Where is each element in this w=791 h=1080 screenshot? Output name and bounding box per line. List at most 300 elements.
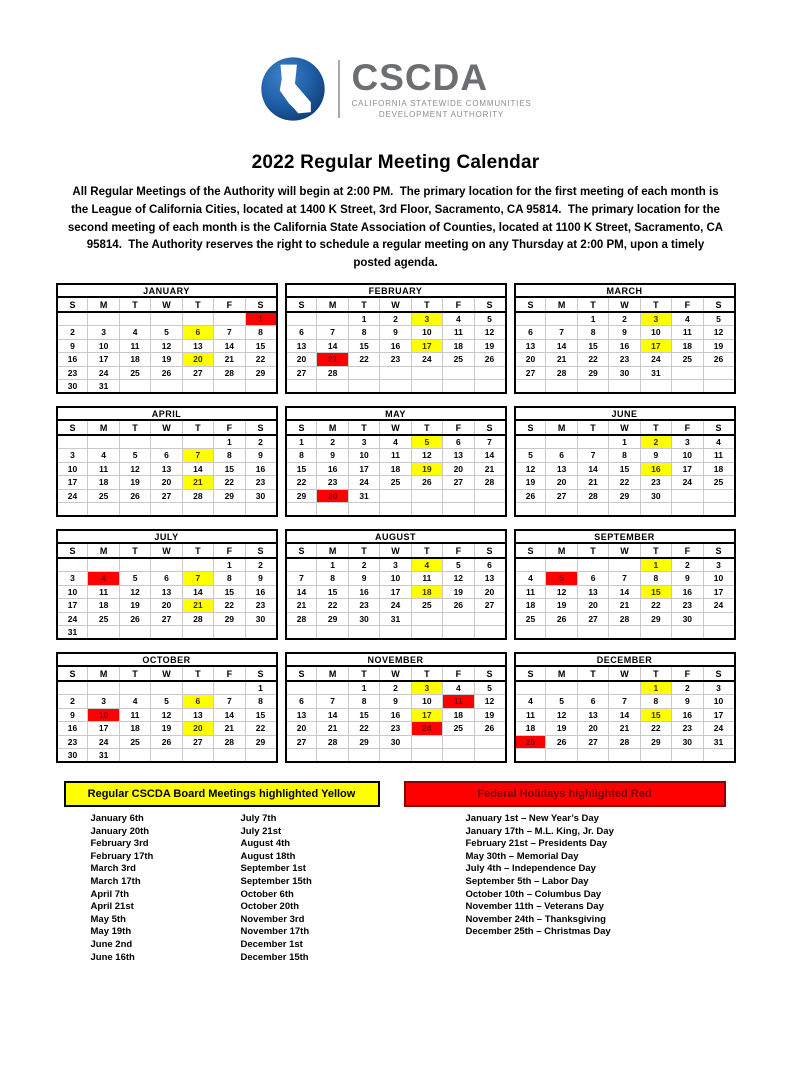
empty-day-cell <box>286 626 317 640</box>
day-of-week-header: T <box>411 420 442 435</box>
day-of-week-header: T <box>577 297 608 312</box>
day-cell: 24 <box>88 366 119 380</box>
day-cell: 28 <box>317 735 348 749</box>
day-of-week-header: T <box>577 543 608 558</box>
empty-day-cell <box>348 503 379 517</box>
day-cell: 30 <box>57 749 88 763</box>
day-cell: 29 <box>286 489 317 503</box>
day-cell: 6 <box>515 326 546 340</box>
day-cell: 18 <box>119 722 150 736</box>
day-cell: 12 <box>151 708 182 722</box>
meeting-date-item: December 1st <box>240 939 303 950</box>
empty-day-cell <box>57 435 88 449</box>
day-of-week-header: S <box>286 297 317 312</box>
day-cell: 28 <box>546 366 577 380</box>
day-cell: 5 <box>151 695 182 709</box>
day-cell: 4 <box>119 326 150 340</box>
day-cell: 26 <box>443 599 474 613</box>
day-cell: 26 <box>474 353 505 367</box>
day-cell: 20 <box>515 353 546 367</box>
day-cell: 2 <box>672 558 703 572</box>
empty-day-cell <box>443 380 474 394</box>
day-cell: 31 <box>380 612 411 626</box>
day-of-week-header: S <box>286 420 317 435</box>
meeting-day-cell: 1 <box>640 558 671 572</box>
day-cell: 11 <box>119 708 150 722</box>
day-cell: 14 <box>474 449 505 463</box>
empty-day-cell <box>88 681 119 695</box>
day-cell: 3 <box>672 435 703 449</box>
empty-day-cell <box>474 612 505 626</box>
day-cell: 19 <box>474 708 505 722</box>
day-of-week-header: S <box>515 666 546 681</box>
day-of-week-header: F <box>214 420 245 435</box>
day-of-week-header: M <box>317 666 348 681</box>
empty-day-cell <box>672 380 703 394</box>
day-cell: 2 <box>380 681 411 695</box>
bottom-lists <box>56 813 736 964</box>
empty-day-cell <box>119 435 150 449</box>
day-cell: 21 <box>609 599 640 613</box>
meeting-day-cell: 20 <box>182 722 213 736</box>
empty-day-cell <box>546 380 577 394</box>
day-cell: 27 <box>577 612 608 626</box>
day-of-week-header: F <box>214 297 245 312</box>
day-cell: 20 <box>151 599 182 613</box>
day-cell: 12 <box>546 708 577 722</box>
day-cell: 22 <box>640 722 671 736</box>
day-cell: 9 <box>317 449 348 463</box>
day-cell: 20 <box>286 353 317 367</box>
day-cell: 28 <box>317 366 348 380</box>
month-calendar-march <box>514 283 736 394</box>
day-of-week-header: M <box>88 543 119 558</box>
day-cell: 1 <box>609 435 640 449</box>
empty-day-cell <box>119 503 150 517</box>
day-of-week-header: S <box>245 297 276 312</box>
day-cell: 26 <box>151 366 182 380</box>
meeting-day-cell: 17 <box>640 339 671 353</box>
empty-day-cell <box>546 503 577 517</box>
day-cell: 8 <box>348 326 379 340</box>
day-cell: 9 <box>245 572 276 586</box>
day-cell: 28 <box>214 366 245 380</box>
day-cell: 5 <box>119 572 150 586</box>
day-cell: 2 <box>380 312 411 326</box>
day-cell: 8 <box>245 695 276 709</box>
day-of-week-header: W <box>151 420 182 435</box>
empty-day-cell <box>703 612 734 626</box>
day-cell: 24 <box>348 476 379 490</box>
day-cell: 17 <box>88 722 119 736</box>
day-of-week-header: S <box>57 543 88 558</box>
empty-day-cell <box>515 435 546 449</box>
empty-day-cell <box>515 380 546 394</box>
empty-day-cell <box>546 312 577 326</box>
day-of-week-header: S <box>515 543 546 558</box>
empty-day-cell <box>411 626 442 640</box>
day-cell: 19 <box>151 353 182 367</box>
empty-day-cell <box>609 503 640 517</box>
day-cell: 3 <box>380 558 411 572</box>
day-cell: 15 <box>348 708 379 722</box>
day-cell: 10 <box>380 572 411 586</box>
day-cell: 22 <box>577 353 608 367</box>
holiday-day-cell: 10 <box>88 708 119 722</box>
day-cell: 29 <box>577 366 608 380</box>
day-cell: 15 <box>214 585 245 599</box>
day-cell: 28 <box>286 612 317 626</box>
day-cell: 7 <box>286 572 317 586</box>
empty-day-cell <box>119 380 150 394</box>
day-cell: 6 <box>151 572 182 586</box>
day-cell: 11 <box>411 572 442 586</box>
meeting-date-item: October 6th <box>240 888 294 900</box>
empty-day-cell <box>443 366 474 380</box>
day-cell: 5 <box>515 449 546 463</box>
day-cell: 20 <box>474 585 505 599</box>
empty-day-cell <box>182 558 213 572</box>
day-cell: 16 <box>672 708 703 722</box>
empty-day-cell <box>151 503 182 517</box>
day-cell: 31 <box>703 735 734 749</box>
day-of-week-header: S <box>515 420 546 435</box>
day-cell: 13 <box>546 462 577 476</box>
day-cell: 16 <box>57 722 88 736</box>
day-cell: 23 <box>57 735 88 749</box>
day-cell: 13 <box>182 339 213 353</box>
day-cell: 29 <box>640 735 671 749</box>
day-cell: 4 <box>88 449 119 463</box>
day-cell: 1 <box>317 558 348 572</box>
day-cell: 13 <box>515 339 546 353</box>
day-of-week-header: F <box>443 543 474 558</box>
day-cell: 22 <box>286 476 317 490</box>
day-cell: 23 <box>245 476 276 490</box>
meeting-date-item: August 18th <box>240 850 296 862</box>
meeting-day-cell: 3 <box>411 312 442 326</box>
day-cell: 21 <box>286 599 317 613</box>
day-cell: 1 <box>286 435 317 449</box>
day-of-week-header: W <box>380 666 411 681</box>
day-of-week-header: S <box>245 666 276 681</box>
empty-day-cell <box>214 380 245 394</box>
holiday-day-cell: 30 <box>317 489 348 503</box>
day-of-week-header: M <box>317 420 348 435</box>
empty-day-cell <box>317 503 348 517</box>
empty-day-cell <box>474 489 505 503</box>
empty-day-cell <box>577 435 608 449</box>
empty-day-cell <box>182 626 213 640</box>
empty-day-cell <box>411 489 442 503</box>
day-cell: 18 <box>515 599 546 613</box>
day-cell: 29 <box>214 612 245 626</box>
empty-day-cell <box>317 749 348 763</box>
empty-day-cell <box>411 366 442 380</box>
day-cell: 13 <box>286 708 317 722</box>
day-cell: 23 <box>672 599 703 613</box>
day-of-week-header: W <box>380 297 411 312</box>
empty-day-cell <box>703 749 734 763</box>
day-cell: 16 <box>57 353 88 367</box>
day-cell: 30 <box>57 380 88 394</box>
day-cell: 22 <box>245 353 276 367</box>
day-cell: 22 <box>609 476 640 490</box>
empty-day-cell <box>317 380 348 394</box>
meeting-date-item: November 17th <box>240 926 310 938</box>
day-cell: 9 <box>348 572 379 586</box>
day-cell: 23 <box>640 476 671 490</box>
day-cell: 30 <box>380 735 411 749</box>
month-title: DECEMBER <box>515 653 735 666</box>
empty-day-cell <box>88 558 119 572</box>
day-cell: 19 <box>151 722 182 736</box>
legend-row <box>56 781 736 807</box>
day-cell: 25 <box>88 489 119 503</box>
day-cell: 8 <box>286 449 317 463</box>
empty-day-cell <box>411 749 442 763</box>
empty-day-cell <box>474 749 505 763</box>
meeting-date-item: April 21st <box>90 901 134 913</box>
day-of-week-header: M <box>546 666 577 681</box>
day-cell: 18 <box>380 462 411 476</box>
day-cell: 6 <box>474 558 505 572</box>
empty-day-cell <box>546 749 577 763</box>
day-cell: 6 <box>577 695 608 709</box>
day-of-week-header: S <box>474 420 505 435</box>
day-cell: 30 <box>348 612 379 626</box>
day-of-week-header: S <box>703 543 734 558</box>
day-cell: 17 <box>380 585 411 599</box>
day-cell: 10 <box>57 462 88 476</box>
day-cell: 12 <box>119 462 150 476</box>
empty-day-cell <box>286 380 317 394</box>
empty-day-cell <box>380 489 411 503</box>
empty-day-cell <box>443 489 474 503</box>
empty-day-cell <box>577 503 608 517</box>
day-cell: 14 <box>317 339 348 353</box>
day-cell: 2 <box>317 435 348 449</box>
day-cell: 29 <box>245 735 276 749</box>
day-cell: 16 <box>672 585 703 599</box>
empty-day-cell <box>640 626 671 640</box>
meeting-date-item: June 2nd <box>90 939 133 950</box>
day-of-week-header: T <box>182 543 213 558</box>
month-calendar-june <box>514 406 736 517</box>
day-cell: 10 <box>703 572 734 586</box>
day-of-week-header: F <box>672 420 703 435</box>
day-of-week-header: T <box>348 666 379 681</box>
day-cell: 16 <box>380 339 411 353</box>
day-cell: 22 <box>348 722 379 736</box>
day-cell: 8 <box>640 572 671 586</box>
holiday-item: July 4th – Independence Day <box>465 863 596 875</box>
day-cell: 9 <box>245 449 276 463</box>
day-cell: 15 <box>214 462 245 476</box>
day-cell: 25 <box>443 722 474 736</box>
meeting-date-item: January 6th <box>90 813 144 825</box>
day-cell: 23 <box>57 366 88 380</box>
month-title: OCTOBER <box>57 653 277 666</box>
logo-divider <box>338 60 340 118</box>
day-of-week-header: F <box>672 666 703 681</box>
month-title: FEBRUARY <box>286 284 506 297</box>
empty-day-cell <box>703 366 734 380</box>
meeting-date-item: December 15th <box>240 951 309 963</box>
day-cell: 11 <box>515 708 546 722</box>
empty-day-cell <box>474 503 505 517</box>
empty-day-cell <box>443 503 474 517</box>
holiday-day-cell: 21 <box>317 353 348 367</box>
day-of-week-header: T <box>182 297 213 312</box>
empty-day-cell <box>286 503 317 517</box>
day-cell: 11 <box>672 326 703 340</box>
holiday-day-cell: 11 <box>443 695 474 709</box>
holiday-day-cell: 24 <box>411 722 442 736</box>
month-calendar-august <box>285 529 507 640</box>
day-cell: 5 <box>151 326 182 340</box>
day-of-week-header: S <box>474 666 505 681</box>
day-cell: 2 <box>672 681 703 695</box>
day-of-week-header: T <box>640 297 671 312</box>
day-cell: 9 <box>609 326 640 340</box>
day-cell: 9 <box>57 708 88 722</box>
empty-day-cell <box>88 503 119 517</box>
day-of-week-header: T <box>577 420 608 435</box>
meeting-date-item: May 5th <box>90 913 126 925</box>
empty-day-cell <box>151 681 182 695</box>
day-cell: 16 <box>348 585 379 599</box>
day-of-week-header: T <box>119 297 150 312</box>
day-of-week-header: W <box>151 543 182 558</box>
meeting-day-cell: 7 <box>182 572 213 586</box>
day-cell: 23 <box>380 353 411 367</box>
empty-day-cell <box>348 626 379 640</box>
day-of-week-header: S <box>474 297 505 312</box>
day-of-week-header: S <box>57 420 88 435</box>
day-cell: 20 <box>577 599 608 613</box>
day-cell: 13 <box>151 585 182 599</box>
day-of-week-header: S <box>703 666 734 681</box>
day-cell: 16 <box>245 585 276 599</box>
day-cell: 14 <box>609 585 640 599</box>
month-calendar-april <box>56 406 278 517</box>
day-cell: 13 <box>286 339 317 353</box>
holiday-item: May 30th – Memorial Day <box>465 850 579 862</box>
day-cell: 30 <box>672 735 703 749</box>
empty-day-cell <box>640 749 671 763</box>
day-cell: 18 <box>515 722 546 736</box>
day-cell: 21 <box>214 722 245 736</box>
day-of-week-header: T <box>119 543 150 558</box>
holiday-item: January 17th – M.L. King, Jr. Day <box>465 825 614 837</box>
meeting-date-item: July 21st <box>240 825 282 837</box>
holidays-list <box>466 813 726 964</box>
meeting-date-item: October 20th <box>240 901 300 913</box>
day-cell: 18 <box>672 339 703 353</box>
day-cell: 11 <box>88 462 119 476</box>
day-cell: 23 <box>245 599 276 613</box>
holiday-item: October 10th – Columbus Day <box>465 888 602 900</box>
day-cell: 26 <box>546 735 577 749</box>
day-cell: 25 <box>672 353 703 367</box>
empty-day-cell <box>57 558 88 572</box>
logo-subtitle-line1: CALIFORNIA STATEWIDE COMMUNITIES <box>351 99 532 109</box>
day-cell: 1 <box>577 312 608 326</box>
empty-day-cell <box>317 681 348 695</box>
empty-day-cell <box>119 626 150 640</box>
day-cell: 29 <box>245 366 276 380</box>
empty-day-cell <box>88 312 119 326</box>
day-cell: 13 <box>151 462 182 476</box>
empty-day-cell <box>151 626 182 640</box>
empty-day-cell <box>577 626 608 640</box>
day-cell: 15 <box>245 339 276 353</box>
meeting-day-cell: 21 <box>182 599 213 613</box>
day-cell: 5 <box>474 681 505 695</box>
empty-day-cell <box>672 503 703 517</box>
empty-day-cell <box>88 626 119 640</box>
day-of-week-header: T <box>182 666 213 681</box>
day-of-week-header: S <box>286 666 317 681</box>
meeting-date-item: August 4th <box>240 838 291 850</box>
day-cell: 1 <box>214 435 245 449</box>
empty-day-cell <box>443 749 474 763</box>
day-of-week-header: F <box>672 543 703 558</box>
day-cell: 28 <box>182 489 213 503</box>
meeting-date-item: June 16th <box>90 951 135 963</box>
day-cell: 13 <box>474 572 505 586</box>
day-cell: 24 <box>703 722 734 736</box>
day-cell: 2 <box>245 558 276 572</box>
day-of-week-header: S <box>515 297 546 312</box>
day-cell: 12 <box>443 572 474 586</box>
empty-day-cell <box>214 626 245 640</box>
empty-day-cell <box>214 312 245 326</box>
day-cell: 16 <box>317 462 348 476</box>
empty-day-cell <box>474 366 505 380</box>
month-title: MARCH <box>515 284 735 297</box>
month-calendar-october <box>56 652 278 763</box>
empty-day-cell <box>182 380 213 394</box>
empty-day-cell <box>515 503 546 517</box>
meeting-day-cell: 15 <box>640 585 671 599</box>
day-cell: 25 <box>380 476 411 490</box>
empty-day-cell <box>380 380 411 394</box>
day-cell: 14 <box>546 339 577 353</box>
day-cell: 12 <box>411 449 442 463</box>
meeting-date-item: April 7th <box>90 888 130 900</box>
day-cell: 9 <box>672 572 703 586</box>
day-cell: 9 <box>380 326 411 340</box>
day-cell: 14 <box>609 708 640 722</box>
meeting-date-item: January 20th <box>90 825 150 837</box>
day-cell: 8 <box>214 449 245 463</box>
meeting-day-cell: 17 <box>411 339 442 353</box>
day-cell: 4 <box>515 572 546 586</box>
day-cell: 2 <box>609 312 640 326</box>
empty-day-cell <box>380 366 411 380</box>
day-cell: 7 <box>214 326 245 340</box>
meeting-day-cell: 2 <box>640 435 671 449</box>
day-cell: 24 <box>380 599 411 613</box>
day-cell: 26 <box>515 489 546 503</box>
month-calendar-november <box>285 652 507 763</box>
day-cell: 27 <box>151 612 182 626</box>
day-of-week-header: S <box>57 666 88 681</box>
day-of-week-header: M <box>317 297 348 312</box>
day-cell: 17 <box>672 462 703 476</box>
